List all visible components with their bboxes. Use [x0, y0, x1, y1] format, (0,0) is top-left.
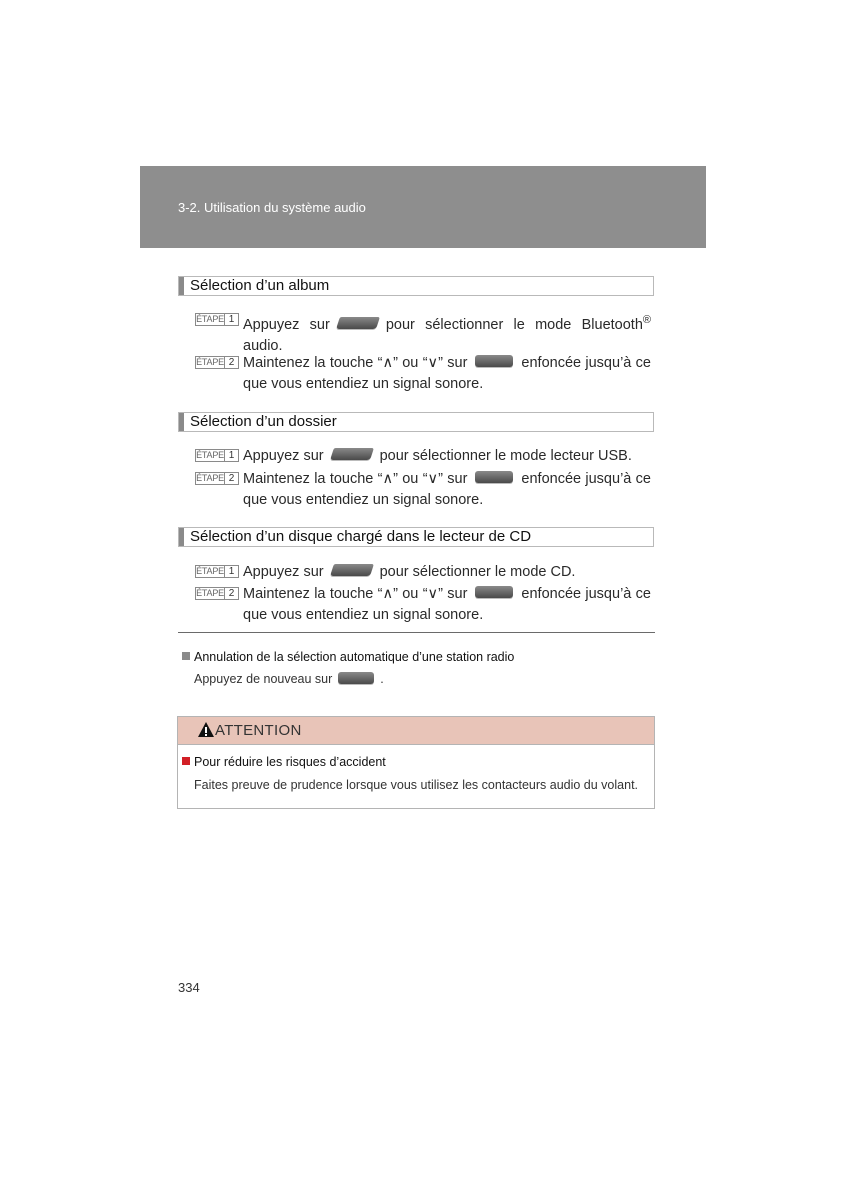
step-album-2 [195, 353, 651, 395]
step-folder-1 [195, 446, 651, 467]
heading-bar [179, 413, 184, 431]
warning-subtitle: Pour réduire les risques d’accident [182, 755, 386, 769]
section-heading-disc [178, 527, 654, 547]
step-text: Appuyez sur pour sélectionner le mode CD. [243, 564, 576, 580]
step-text-continuation: que vous entendiez un signal sonore. [243, 492, 484, 508]
note-marker-icon [182, 652, 190, 660]
section-heading-folder [178, 412, 654, 432]
chapter-title: 3-2. Utilisation du système audio [178, 200, 366, 215]
section-title: Sélection d’un album [190, 277, 330, 294]
step-text: Maintenez la touche “∧” ou “∨” sur enfoncée jusqu’à ce [243, 471, 651, 487]
step-badge: ÉTAPE 2 [195, 587, 239, 600]
warning-header [178, 717, 654, 745]
seek-switch-icon [475, 355, 513, 367]
step-album-1 [195, 310, 651, 357]
step-badge: ÉTAPE 1 [195, 565, 239, 578]
warning-text: Faites preuve de prudence lorsque vous utilisez les contacteurs audio du volant. [194, 778, 639, 792]
step-disc-2 [195, 584, 651, 626]
warning-triangle-icon [197, 721, 215, 739]
heading-bar [179, 277, 184, 295]
mode-button-icon [330, 564, 374, 576]
note-heading: Annulation de la sélection automatique d’une station radio [182, 650, 514, 664]
step-text: Maintenez la touche “∧” ou “∨” sur enfoncée jusqu’à ce [243, 586, 651, 602]
step-badge: ÉTAPE 2 [195, 356, 239, 369]
step-text: Appuyez sur pour sélectionner le mode Bluetooth® [243, 314, 651, 333]
seek-switch-icon [338, 672, 374, 684]
section-title: Sélection d’un disque chargé dans le lecteur de CD [190, 528, 532, 545]
section-heading-album [178, 276, 654, 296]
step-disc-1 [195, 562, 651, 583]
warning-label: ATTENTION [215, 722, 302, 739]
section-title: Sélection d’un dossier [190, 413, 337, 430]
step-text-continuation: que vous entendiez un signal sonore. [243, 376, 484, 392]
chapter-header-band [140, 166, 706, 248]
note-text: Appuyez de nouveau sur . [194, 672, 384, 686]
step-badge: ÉTAPE 2 [195, 472, 239, 485]
step-badge: ÉTAPE 1 [195, 313, 239, 326]
page-number: 334 [178, 980, 200, 995]
step-badge: ÉTAPE 1 [195, 449, 239, 462]
heading-bar [179, 528, 184, 546]
divider [178, 632, 655, 633]
step-text-continuation: que vous entendiez un signal sonore. [243, 607, 484, 623]
warning-marker-icon [182, 757, 190, 765]
mode-button-icon [330, 448, 374, 460]
step-folder-2 [195, 469, 651, 511]
seek-switch-icon [475, 586, 513, 598]
warning-box [177, 716, 655, 809]
step-text: Maintenez la touche “∧” ou “∨” sur enfoncée jusqu’à ce [243, 355, 651, 371]
step-text-continuation: audio. [243, 337, 283, 354]
seek-switch-icon [475, 471, 513, 483]
step-text: Appuyez sur pour sélectionner le mode lecteur USB. [243, 448, 632, 464]
mode-button-icon [336, 317, 380, 329]
